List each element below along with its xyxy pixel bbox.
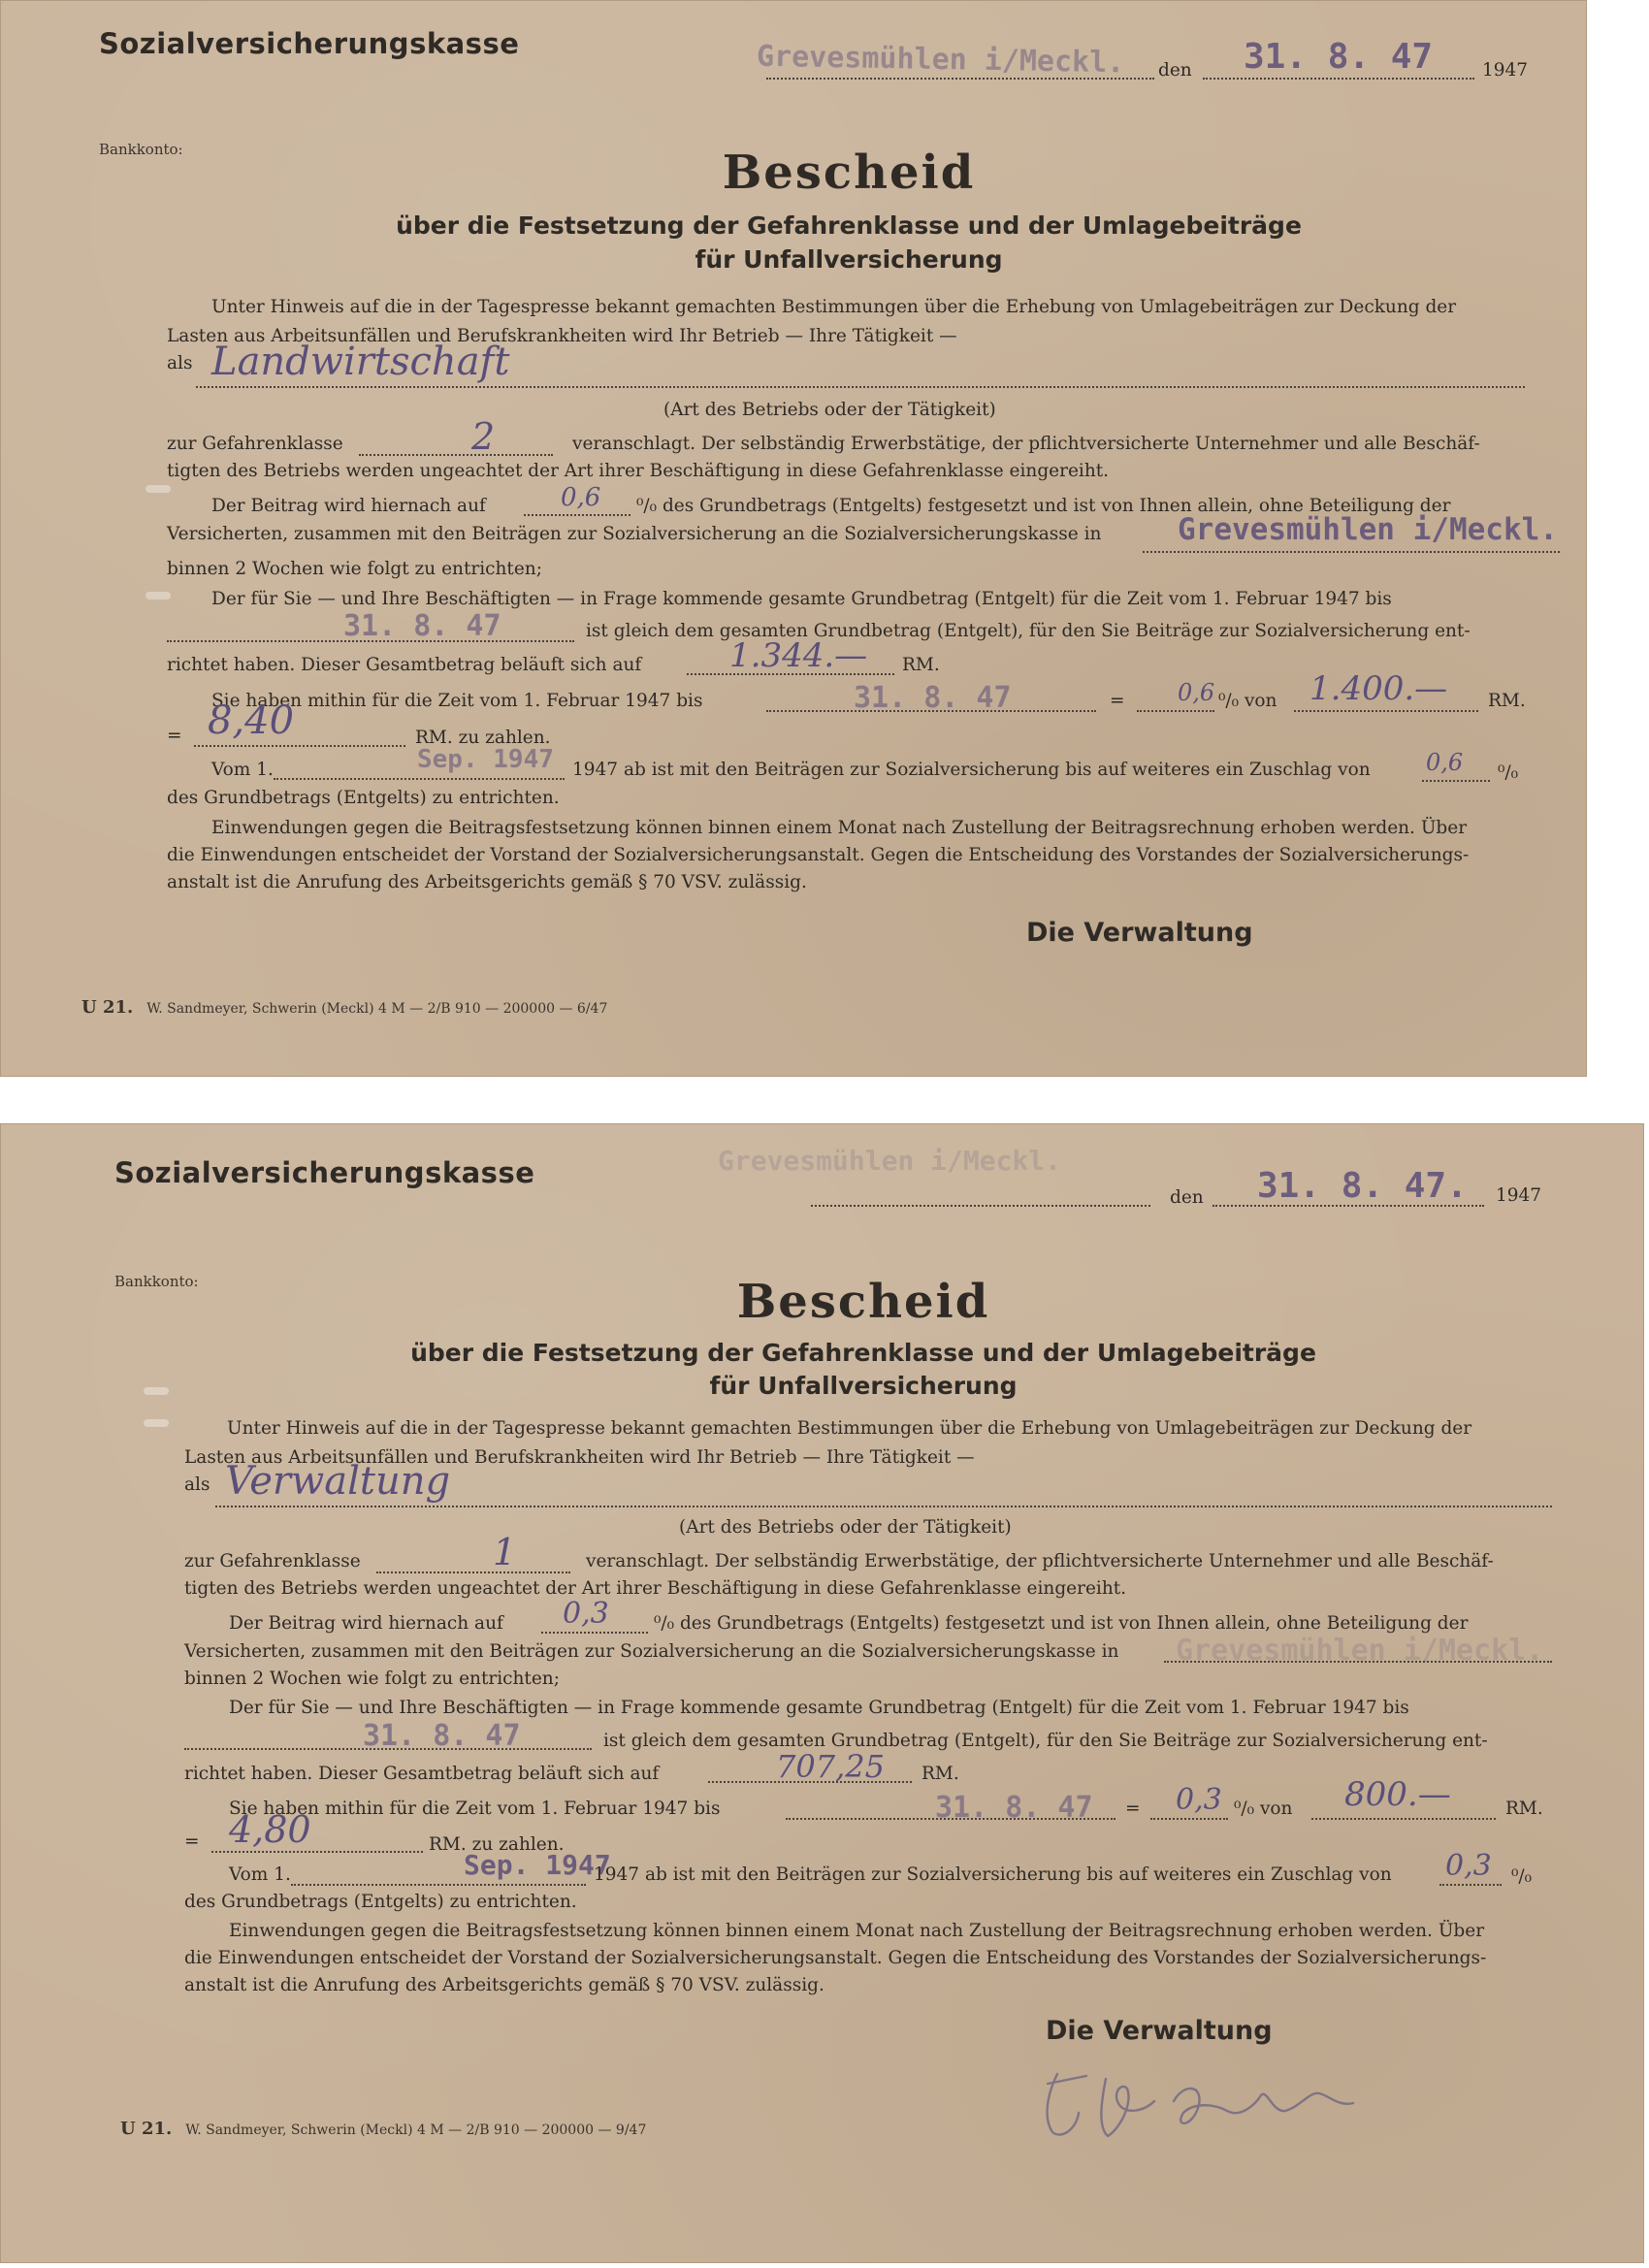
gefahrenklasse-line: [359, 454, 553, 456]
document-subtitle-2: für Unfallversicherung: [709, 1372, 1018, 1400]
beitrag-text: ⁰/₀ des Grundbetrags (Entgelts) festgesetzt und ist von Ihnen allein, ohne Beteiligung der: [654, 1613, 1469, 1634]
gefahrenklasse-value: 1: [493, 1531, 517, 1573]
date-stamp: 31. 8. 47.: [1257, 1166, 1468, 1206]
mithin-equals: =: [1110, 691, 1125, 711]
zahlen-line: [211, 1851, 423, 1853]
vom-text: 1947 ab ist mit den Beiträgen zur Sozialversicherung bis auf weiteres ein Zuschlag von: [572, 760, 1371, 780]
grundbetrag-line-2: ist gleich dem gesamten Grundbetrag (Entgelt), für den Sie Beiträge zur Sozialversicherung ent-: [586, 621, 1471, 641]
zuschlag-pct: ⁰/₀: [1498, 762, 1519, 783]
mithin-von-line: [1294, 710, 1478, 712]
taetigkeit-handwritten: Landwirtschaft: [211, 340, 510, 384]
paper-fold-mark: [146, 485, 171, 493]
einwendungen-line-1: Einwendungen gegen die Beitragsfestsetzung können binnen einem Monat nach Zustellung der Beitragsrechnung erhoben werden. Über: [229, 1921, 1485, 1941]
bankkonto-label: Bankkonto:: [99, 141, 183, 158]
kasse-line: [1143, 551, 1560, 553]
org-name: Sozialversicherungskasse: [99, 27, 520, 60]
vom-line: [274, 778, 565, 780]
grundbetrag-line-1: Der für Sie — und Ihre Beschäftigten — in Frage kommende gesamte Grundbetrag (Entgelt) für die Zeit vom 1. Februar 1947 bis: [229, 1698, 1409, 1718]
grundbetrags-line: des Grundbetrags (Entgelts) zu entrichten.: [167, 788, 560, 808]
mithin-von-value: 1.400.—: [1310, 669, 1448, 708]
mithin-date-stamp: 31. 8. 47: [935, 1791, 1093, 1825]
vom-line: [291, 1884, 586, 1886]
den-label: den: [1158, 60, 1192, 81]
document-subtitle-1: über die Festsetzung der Gefahrenklasse und der Umlagebeiträge: [396, 211, 1302, 240]
form-code: U 21.: [120, 2119, 173, 2139]
zahlen-amount: 8,40: [208, 698, 295, 743]
beitrag-percent: 0,3: [563, 1597, 609, 1631]
versicherten-line: Versicherten, zusammen mit den Beiträgen zur Sozialversicherung an die Sozialversicherungskasse in: [167, 524, 1102, 544]
mithin-rm: RM.: [1488, 691, 1526, 711]
intro-line-2: Lasten aus Arbeitsunfällen und Berufskrankheiten wird Ihr Betrieb — Ihre Tätigkeit —: [184, 1447, 975, 1468]
zahlen-equals: =: [184, 1831, 200, 1852]
zahlen-text: RM. zu zahlen.: [429, 1834, 565, 1855]
vom-label: Vom 1.: [211, 760, 274, 780]
zuschlag-line: [1422, 780, 1490, 782]
place-line: [766, 78, 1154, 80]
beitrag-label: Der Beitrag wird hiernach auf: [229, 1613, 503, 1634]
binnen-line: binnen 2 Wochen wie folgt zu entrichten;: [167, 559, 542, 579]
mithin-pct-line: [1150, 1818, 1228, 1820]
vom-label: Vom 1.: [229, 1864, 291, 1885]
place-stamp: Grevesmühlen i/Meckl.: [718, 1145, 1062, 1177]
mithin-label: Sie haben mithin für die Zeit vom 1. Februar 1947 bis: [229, 1798, 721, 1819]
einwendungen-line-3: anstalt ist die Anrufung des Arbeitsgerichts gemäß § 70 VSV. zulässig.: [167, 872, 807, 892]
einwendungen-line-1: Einwendungen gegen die Beitragsfestsetzung können binnen einem Monat nach Zustellung der Beitragsrechnung erhoben werden. Über: [211, 818, 1468, 838]
intro-line-1: Unter Hinweis auf die in der Tagespresse bekannt gemachten Bestimmungen über die Erhebung von Umlagebeiträgen zur Deckung der: [211, 297, 1457, 317]
zuschlag-pct: ⁰/₀: [1511, 1866, 1533, 1887]
zuschlag-value: 0,3: [1445, 1849, 1492, 1883]
paper-fold-mark: [144, 1419, 169, 1427]
printer-imprint: W. Sandmeyer, Schwerin (Meckl) 4 M — 2/B 910 — 200000 — 9/47: [185, 2122, 647, 2138]
gesamtbetrag-label: richtet haben. Dieser Gesamtbetrag beläuft sich auf: [184, 1764, 660, 1784]
gefahrenklasse-text-2: tigten des Betriebs werden ungeachtet der Art ihrer Beschäftigung in diese Gefahrenklasse eingereiht.: [184, 1578, 1127, 1599]
grundbetrags-line: des Grundbetrags (Entgelts) zu entrichten.: [184, 1892, 577, 1912]
zahlen-line: [194, 745, 405, 747]
taetigkeit-line: [196, 386, 1525, 388]
place-stamp: Grevesmühlen i/Meckl.: [756, 39, 1125, 81]
place-line: [811, 1205, 1150, 1207]
einwendungen-line-2: die Einwendungen entscheidet der Vorstand der Sozialversicherungsanstalt. Gegen die Entscheidung des Vorstandes der Sozialversicherungs-: [167, 845, 1470, 865]
taetigkeit-handwritten: Verwaltung: [225, 1459, 451, 1504]
binnen-line: binnen 2 Wochen wie folgt zu entrichten;: [184, 1669, 560, 1689]
form-sheet-2: [0, 1123, 1644, 2263]
beitrag-line: [541, 1632, 648, 1634]
date-line: [1203, 78, 1474, 80]
form-code: U 21.: [81, 997, 134, 1018]
gesamtbetrag-rm: RM.: [922, 1764, 959, 1784]
form-footer: [120, 2119, 646, 2139]
beitrag-line: [524, 514, 630, 516]
vom-stamp: Sep. 1947: [417, 745, 554, 774]
gefahrenklasse-line: [376, 1571, 570, 1573]
mithin-rm: RM.: [1505, 1798, 1543, 1819]
intro-line-2: Lasten aus Arbeitsunfällen und Berufskrankheiten wird Ihr Betrieb — Ihre Tätigkeit —: [167, 326, 957, 346]
paper-fold-mark: [146, 592, 171, 599]
verwaltung-signature-label: Die Verwaltung: [1046, 2016, 1273, 2046]
org-name: Sozialversicherungskasse: [114, 1156, 535, 1189]
year-label: 1947: [1482, 60, 1529, 81]
gefahrenklasse-text-2: tigten des Betriebs werden ungeachtet der Art ihrer Beschäftigung in diese Gefahrenklasse eingereiht.: [167, 461, 1110, 481]
mithin-pct-von: ⁰/₀ von: [1218, 691, 1277, 711]
einwendungen-line-3: anstalt ist die Anrufung des Arbeitsgerichts gemäß § 70 VSV. zulässig.: [184, 1975, 824, 1995]
bankkonto-label: Bankkonto:: [114, 1273, 199, 1290]
mithin-pct-von: ⁰/₀ von: [1234, 1798, 1293, 1819]
document-subtitle-2: für Unfallversicherung: [695, 245, 1003, 274]
kasse-stamp: Grevesmühlen i/Meckl.: [1176, 1634, 1544, 1668]
form-footer: [81, 997, 607, 1018]
zuschlag-line: [1439, 1884, 1502, 1886]
zuschlag-value: 0,6: [1426, 749, 1464, 776]
mithin-percent: 0,6: [1178, 679, 1215, 706]
mithin-von-value: 800.—: [1344, 1775, 1451, 1814]
gefahrenklasse-text: veranschlagt. Der selbständig Erwerbstätige, der pflichtversicherte Unternehmer und alle Beschäf-: [572, 434, 1480, 454]
gefahrenklasse-label: zur Gefahrenklasse: [167, 434, 343, 454]
year-label: 1947: [1496, 1185, 1542, 1206]
mithin-equals: =: [1125, 1798, 1141, 1819]
beitrag-text: ⁰/₀ des Grundbetrags (Entgelts) festgesetzt und ist von Ihnen allein, ohne Beteiligung der: [636, 496, 1451, 516]
kasse-stamp: Grevesmühlen i/Meckl.: [1178, 512, 1558, 547]
vom-stamp: Sep. 1947: [464, 1849, 611, 1881]
gefahrenklasse-value: 2: [471, 415, 496, 458]
als-label: als: [167, 353, 193, 373]
date-stamp: 31. 8. 47: [1244, 37, 1434, 77]
versicherten-line: Versicherten, zusammen mit den Beiträgen zur Sozialversicherung an die Sozialversicherungskasse in: [184, 1641, 1119, 1662]
mithin-pct-line: [1137, 710, 1214, 712]
als-label: als: [184, 1474, 210, 1495]
kasse-line: [1164, 1661, 1552, 1663]
einwendungen-line-2: die Einwendungen entscheidet der Vorstand der Sozialversicherungsanstalt. Gegen die Entscheidung des Vorstandes der Sozialversicherungs-: [184, 1948, 1487, 1968]
bis-date-stamp: 31. 8. 47: [343, 609, 501, 643]
document-title: Bescheid: [736, 1275, 990, 1329]
gesamtbetrag-value: 707,25: [776, 1748, 885, 1785]
zahlen-text: RM. zu zahlen.: [415, 728, 551, 748]
grundbetrag-line-1: Der für Sie — und Ihre Beschäftigten — in Frage kommende gesamte Grundbetrag (Entgelt) für die Zeit vom 1. Februar 1947 bis: [211, 589, 1392, 609]
document-subtitle-1: über die Festsetzung der Gefahrenklasse und der Umlagebeiträge: [410, 1339, 1316, 1367]
mithin-von-line: [1311, 1818, 1496, 1820]
printer-imprint: W. Sandmeyer, Schwerin (Meckl) 4 M — 2/B 910 — 200000 — 6/47: [146, 1001, 608, 1017]
gefahrenklasse-label: zur Gefahrenklasse: [184, 1551, 361, 1571]
den-label: den: [1170, 1187, 1204, 1208]
art-label: (Art des Betriebs oder der Tätigkeit): [679, 1517, 1012, 1538]
mithin-percent: 0,3: [1176, 1783, 1222, 1817]
gesamtbetrag-label: richtet haben. Dieser Gesamtbetrag beläuft sich auf: [167, 655, 642, 675]
mithin-date-stamp: 31. 8. 47: [854, 681, 1012, 715]
beitrag-label: Der Beitrag wird hiernach auf: [211, 496, 486, 516]
gesamtbetrag-rm: RM.: [902, 655, 940, 675]
form-sheet-1: [0, 0, 1587, 1077]
verwaltung-signature-label: Die Verwaltung: [1026, 918, 1253, 948]
bis-date-stamp: 31. 8. 47: [363, 1719, 521, 1753]
mithin-label: Sie haben mithin für die Zeit vom 1. Februar 1947 bis: [211, 691, 703, 711]
gesamtbetrag-value: 1.344.—: [729, 636, 868, 675]
gefahrenklasse-text: veranschlagt. Der selbständig Erwerbstätige, der pflichtversicherte Unternehmer und alle Beschäf-: [586, 1551, 1494, 1571]
zahlen-amount: 4,80: [229, 1808, 311, 1851]
document-title: Bescheid: [722, 146, 976, 200]
grundbetrag-line-2: ist gleich dem gesamten Grundbetrag (Entgelt), für den Sie Beiträge zur Sozialversicherung ent-: [603, 1731, 1488, 1751]
intro-line-1: Unter Hinweis auf die in der Tagespresse bekannt gemachten Bestimmungen über die Erhebung von Umlagebeiträgen zur Deckung der: [227, 1418, 1472, 1439]
zahlen-equals: =: [167, 726, 182, 746]
taetigkeit-line: [215, 1506, 1552, 1507]
handwritten-signature: [1018, 2035, 1426, 2152]
art-label: (Art des Betriebs oder der Tätigkeit): [663, 400, 996, 420]
beitrag-percent: 0,6: [561, 483, 601, 512]
vom-text: 1947 ab ist mit den Beiträgen zur Sozialversicherung bis auf weiteres ein Zuschlag von: [594, 1864, 1392, 1885]
